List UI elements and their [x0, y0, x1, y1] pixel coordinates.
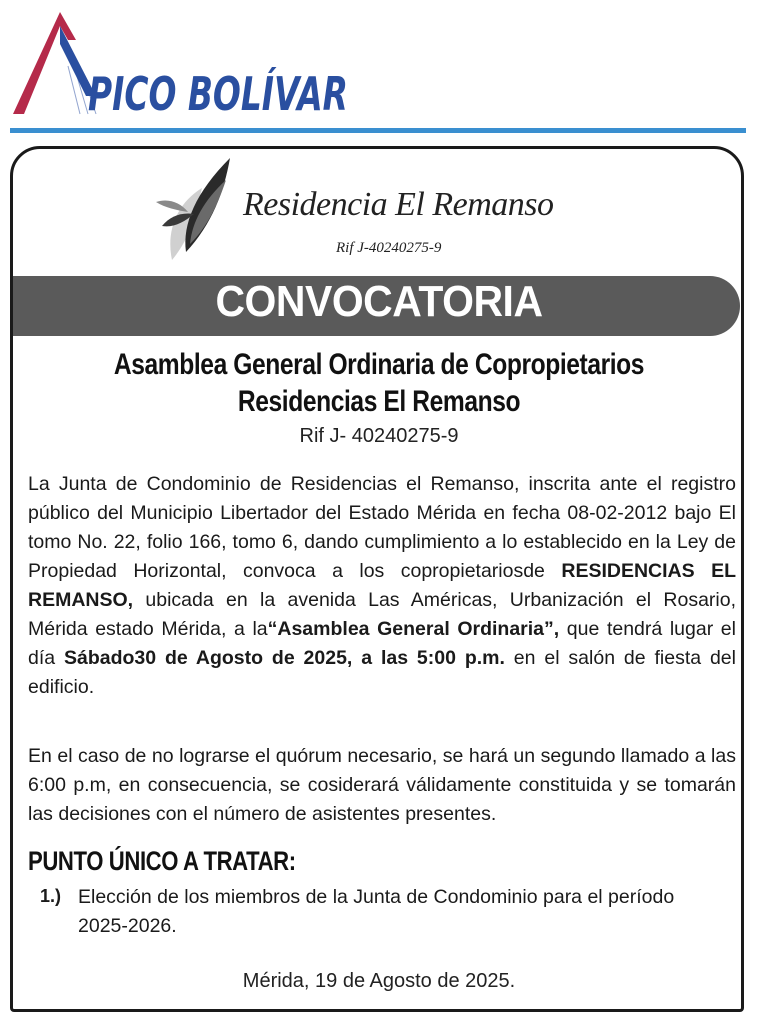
- banner-title: CONVOCATORIA: [215, 277, 543, 326]
- agenda-item-number: 1.): [40, 886, 62, 906]
- leaf-logo-icon: [152, 152, 244, 264]
- footer-date: Mérida, 19 de Agosto de 2025.: [242, 970, 516, 992]
- agenda-title: PUNTO ÚNICO A TRATAR:: [28, 846, 296, 876]
- p1-text-3: que tendrá lugar el día: [28, 618, 736, 669]
- masthead-rule: [10, 128, 746, 133]
- p1-text-1: La Junta de Condominio de Residencias el Remanso, inscrita ante el registro público del Municipio Libertador del Estado Mérida en fecha 08-02-2012 bajo El tomo No. 22, folio 166, tomo 6, dando cumplimiento a lo establecido en la Ley de Propiedad Horizontal, convoca a los copropietariosde: [28, 473, 736, 582]
- assembly-heading-line2: Residencias El Remanso: [237, 385, 521, 418]
- mountain-peak-red: [13, 12, 76, 114]
- quorum-paragraph: En el caso de no lograrse el quórum necesario, se hará un segundo llamado a las 6:00 p.m, en consecuencia, se cosiderará válidamente constituida y se tomarán las decisiones con el número de asistentes presentes.: [28, 745, 736, 825]
- residence-name: Residencia El Remanso: [243, 186, 554, 223]
- p1-bold-residence: RESIDENCIAS EL REMANSO,: [28, 560, 736, 611]
- agenda-item-text: Elección de los miembros de la Junta de Condominio para el período 2025-2026.: [78, 886, 675, 937]
- residence-rif: Rif J-40240275-9: [336, 240, 442, 256]
- assembly-heading-line1: Asamblea General Ordinaria de Copropietarios: [113, 348, 645, 381]
- convocation-paragraph: [28, 470, 736, 702]
- masthead-logo-text: PICO BOLÍVAR: [88, 67, 348, 121]
- p1-bold-assembly: “Asamblea General Ordinaria”,: [267, 618, 560, 640]
- heading-rif: Rif J- 40240275-9: [299, 425, 459, 447]
- masthead: [0, 0, 758, 130]
- p1-bold-date: Sábado30 de Agosto de 2025, a las 5:00 p.m.: [63, 647, 505, 669]
- pico-bolivar-logo: [8, 6, 353, 121]
- p1-text-2: ubicada en la avenida Las Américas, Urbanización el Rosario, Mérida estado Mérida, a la: [28, 589, 736, 640]
- p1-text-4: en el salón de fiesta del edificio.: [28, 647, 736, 698]
